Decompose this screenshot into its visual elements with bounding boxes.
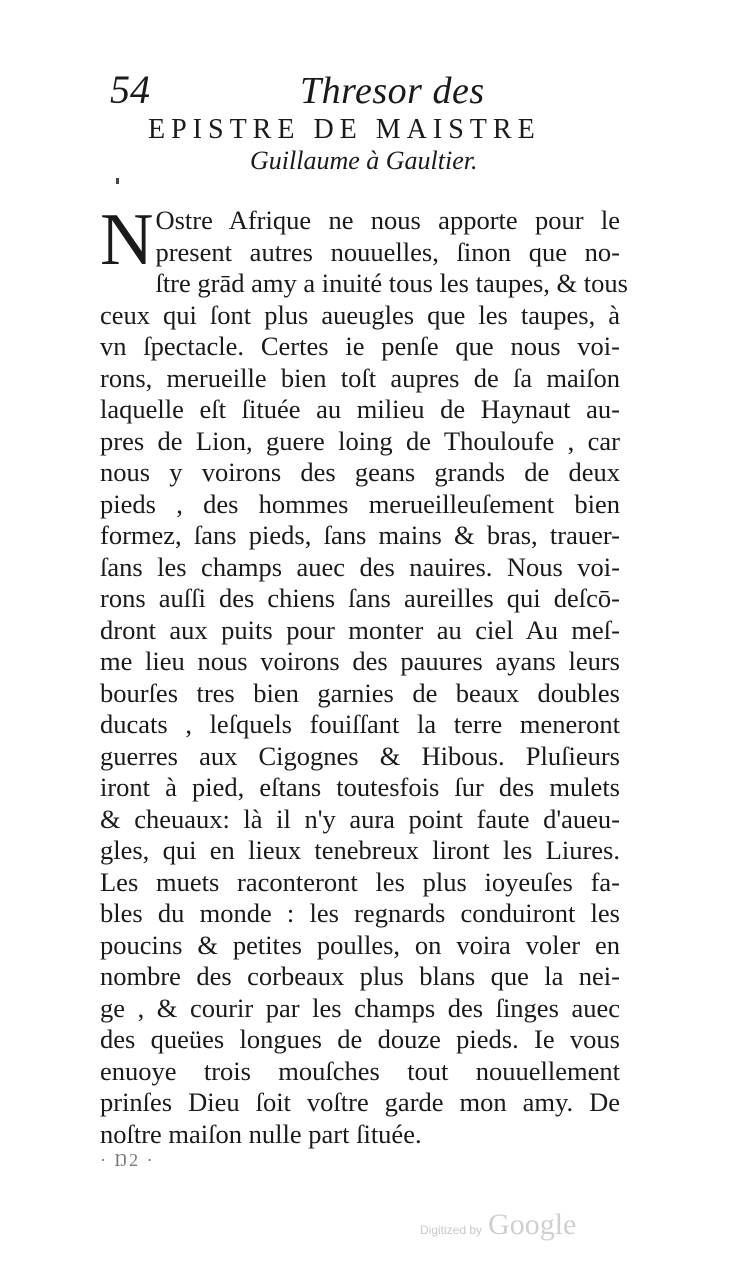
body-line: nombre des corbeaux plus blans que la nei- [100,961,620,991]
body-line: vn ſpectacle. Certes ie penſe que nous voi- [100,331,620,361]
drop-cap: N [100,199,154,281]
body-line: ſans les champs auec des nauires. Nous voi- [100,551,620,582]
body-line: bles du monde : les regnards conduiront les [100,898,620,928]
body-line: me lieu nous voirons des pauures ayans leurs [100,646,620,676]
body-line: formez, ſans pieds, ſans mains & bras, trauer- [100,520,620,550]
body-line: iront à pied, eſtans toutesfois ſur des mulets [100,772,620,802]
body-line: present autres nouuelles, ſinon que no- [155,236,620,267]
body-line-last: noſtre maiſon nulle part ſituée. [100,1118,422,1149]
body-line: Les muets raconteront les plus ioyeuſes fa- [100,866,620,897]
body-line: ceux qui ſont plus aueugles que les taupes, à [100,299,620,330]
body-line: ſtre grād amy a inuité tous les taupes, & tous [155,268,628,298]
body-line: nous y voirons des geans grands de deux [100,457,620,487]
body-line: ge , & courir par les champs des ſinges auec [100,992,620,1023]
body-line: poucins & petites poulles, on voira voler en [100,929,620,960]
body-line: rons auſſi des chiens ſans aureilles qui deſcō- [100,583,620,613]
running-title: Thresor des [300,70,485,112]
body-line: des queües longues de douze pieds. Ie vous [100,1024,620,1054]
body-line: Ostre Afrique ne nous apporte pour le [155,205,620,235]
epistle-heading: EPISTRE DE MAISTRE [148,114,541,145]
watermark-prefix: Digitized by [420,1223,483,1237]
body-line: ducats , leſquels fouiſſant la terre meneront [100,709,620,739]
printer-signature-mark: · Ŋ2 · [100,1150,155,1170]
body-line: bourſes tres bien garnies de beaux doubles [100,677,620,708]
body-line: pieds , des hommes merueilleuſement bien [100,488,620,519]
page-number: 54 [110,67,150,112]
body-line: dront aux puits pour monter au ciel Au meſ- [100,614,620,645]
ink-mark [116,178,119,184]
body-line: pres de Lion, guere loing de Thouloufe , car [100,425,620,456]
google-logo: Google [488,1208,577,1241]
epistle-body [100,199,628,1150]
body-line: rons, merueille bien toſt aupres de ſa maiſon [100,362,620,393]
body-line: guerres aux Cigognes & Hibous. Pluſieurs [100,740,620,771]
body-line: & cheuaux: là il n'y aura point faute d'aueu- [100,803,620,834]
epistle-author: Guillaume à Gaultier. [250,146,478,175]
body-line: gles, qui en lieux tenebreux liront les Liures. [100,835,620,865]
body-line: laquelle eſt ſituée au milieu de Haynaut au- [100,394,620,424]
body-line: prinſes Dieu ſoit voſtre garde mon amy. De [100,1087,620,1117]
digitization-watermark [420,1208,576,1242]
body-line: enuoye trois mouſches tout nouuellement [100,1055,620,1086]
